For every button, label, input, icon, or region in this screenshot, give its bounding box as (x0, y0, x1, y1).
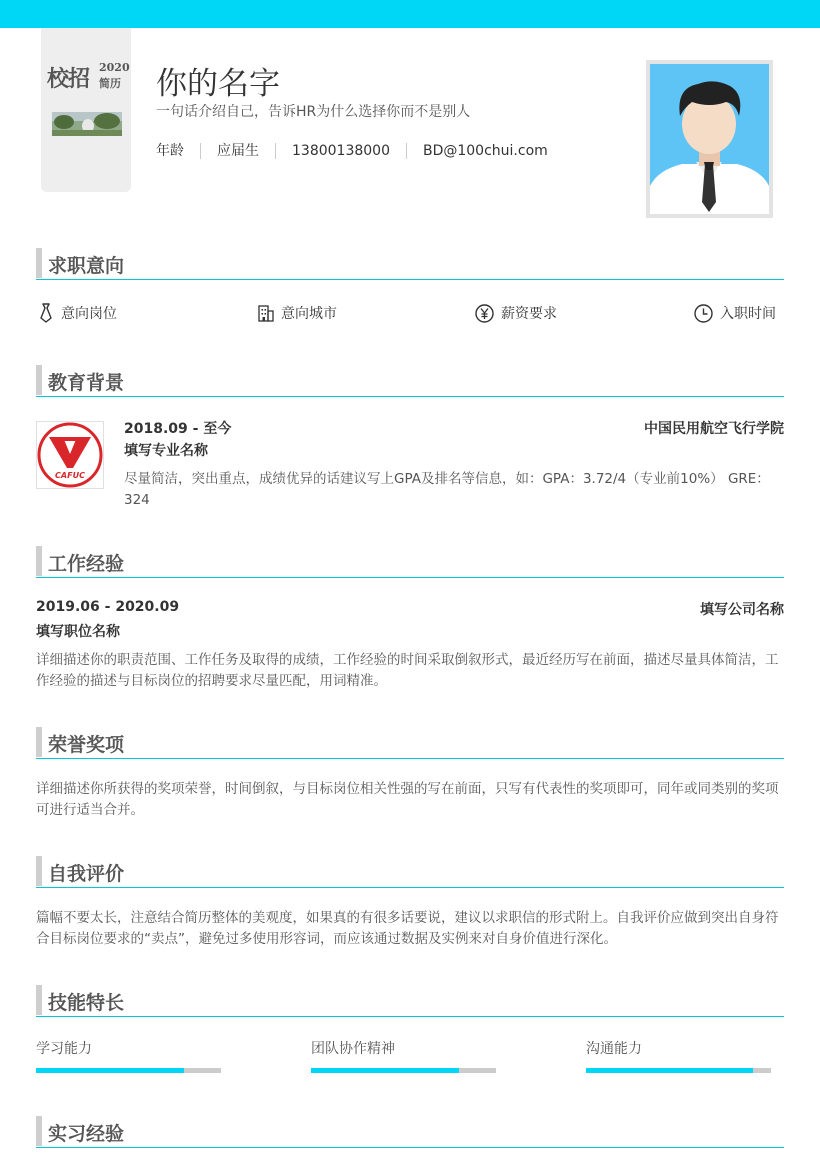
section-marker (36, 985, 42, 1015)
edu-date: 2018.09 - 至今 (124, 421, 232, 437)
section-title: 教育背景 (48, 372, 125, 394)
skill-fill (311, 1068, 459, 1073)
intent-label: 意向城市 (281, 306, 337, 322)
section-header-education (36, 365, 784, 397)
section-marker (36, 1116, 42, 1146)
section-marker (36, 248, 42, 278)
intent-position (38, 303, 117, 323)
intent-label: 薪资要求 (501, 306, 557, 322)
intent-start-time (694, 303, 776, 323)
section-header-honors (36, 727, 784, 759)
skill-name: 沟通能力 (586, 1041, 642, 1057)
skill-fill (586, 1068, 753, 1073)
skill-name: 学习能力 (36, 1041, 92, 1057)
contact-email: BD@100chui.com (406, 143, 564, 159)
edu-school: 中国民用航空飞行学院 (644, 421, 784, 437)
campus-photo-icon (52, 112, 122, 136)
section-title: 荣誉奖项 (48, 734, 125, 756)
skill-track (36, 1068, 221, 1073)
edu-major: 填写专业名称 (124, 443, 208, 459)
section-title: 工作经验 (48, 553, 125, 575)
work-description: 详细描述你的职责范围、工作任务及取得的成绩，工作经验的时间采取倒叙形式，最近经历写在前面，描述尽量具体简洁，工作经验的描述与目标岗位的招聘要求尽量匹配，用词精准。 (36, 652, 779, 689)
section-marker (36, 365, 42, 395)
skill-name: 团队协作精神 (311, 1041, 395, 1057)
badge-logo (47, 60, 130, 92)
section-title: 求职意向 (48, 255, 125, 277)
section-header-intent (36, 248, 784, 280)
intent-city (258, 303, 337, 323)
section-title: 技能特长 (48, 992, 125, 1014)
top-accent-bar (0, 0, 820, 28)
section-title: 实习经验 (48, 1123, 125, 1145)
tie-icon (38, 303, 54, 323)
section-title: 自我评价 (48, 863, 125, 885)
section-header-skills (36, 985, 784, 1017)
edu-description: 尽量简洁，突出重点，成绩优异的话建议写上GPA及排名等信息，如：GPA：3.72/4（专业前10%） GRE：324 (124, 471, 770, 508)
contact-phone: 13800138000 (275, 143, 406, 159)
section-marker (36, 546, 42, 576)
section-marker (36, 856, 42, 886)
badge-main-text: 校招 (47, 66, 90, 92)
skill-track (586, 1068, 771, 1073)
section-header-intern (36, 1116, 784, 1148)
self-eval-description: 篇幅不要太长，注意结合简历整体的美观度，如果真的有很多话要说，建议以求职信的形式附上。自我评价应做到突出自身符合目标岗位要求的“卖点”，避免过多使用形容词，而应该通过数据及实例来对自身价值进行深化。 (36, 910, 779, 947)
intent-label: 意向岗位 (61, 306, 117, 322)
skill-item (36, 1038, 221, 1073)
section-header-self-eval (36, 856, 784, 888)
candidate-name: 你的名字 (156, 66, 280, 102)
yen-icon (475, 304, 494, 323)
clock-icon (694, 304, 713, 323)
contact-row (156, 143, 564, 159)
section-header-work (36, 546, 784, 578)
work-date: 2019.06 - 2020.09 (36, 599, 180, 615)
campus-badge (41, 28, 131, 192)
work-position: 填写职位名称 (36, 624, 120, 640)
contact-status: 应届生 (200, 143, 275, 159)
skill-track (311, 1068, 496, 1073)
contact-age: 年龄 (156, 143, 184, 159)
school-logo-text: CAFUC (55, 471, 85, 480)
intent-label: 入职时间 (720, 306, 776, 322)
school-logo (36, 421, 104, 489)
honors-description: 详细描述你所获得的奖项荣誉，时间倒叙，与目标岗位相关性强的写在前面，只写有代表性的奖项即可，同年或同类别的奖项可进行适当合并。 (36, 781, 779, 818)
work-company: 填写公司名称 (700, 602, 784, 618)
school-emblem-icon (37, 422, 103, 488)
intent-salary (475, 303, 557, 323)
skill-fill (36, 1068, 184, 1073)
skill-item (586, 1038, 771, 1073)
building-icon (258, 304, 274, 322)
avatar-icon (650, 64, 769, 214)
badge-sub-text: 简历 (99, 77, 121, 90)
skill-item (311, 1038, 496, 1073)
badge-year-text: 2020 (99, 61, 130, 74)
section-marker (36, 727, 42, 757)
profile-photo (646, 60, 773, 218)
candidate-tagline: 一句话介绍自己，告诉HR为什么选择你而不是别人 (156, 104, 471, 120)
